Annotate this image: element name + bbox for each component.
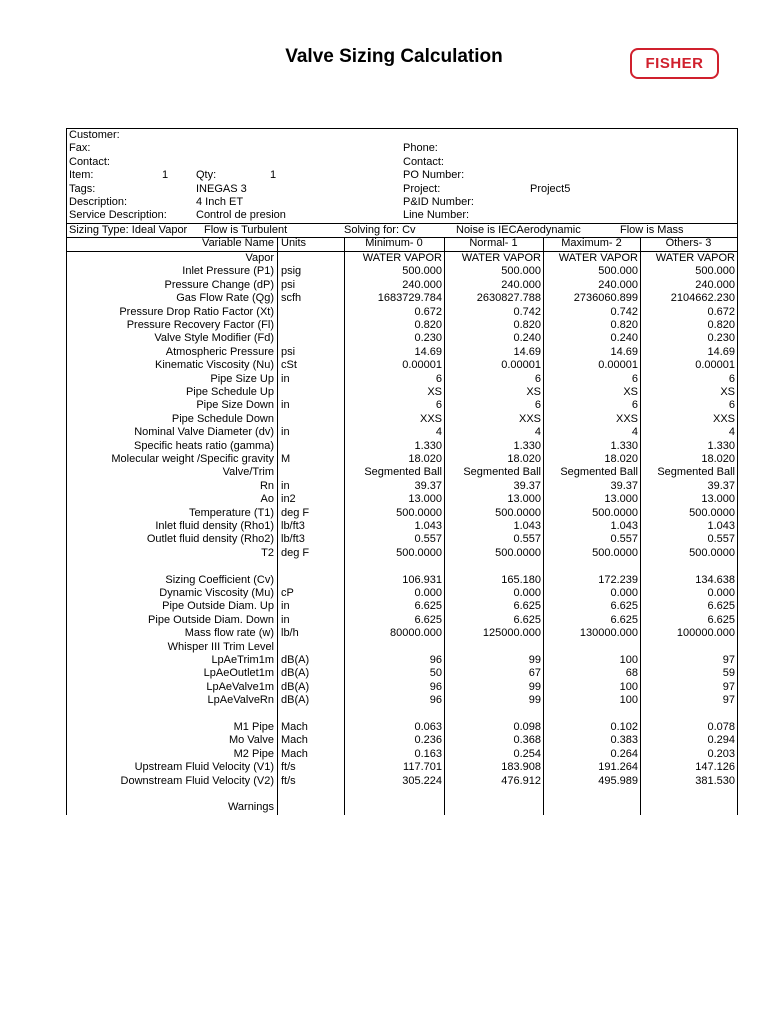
value-cell: 0.000 xyxy=(513,587,541,599)
value-cell: 117.701 xyxy=(403,761,442,774)
value-cell: 0.102 xyxy=(610,721,638,733)
variable-name: Atmospheric Pressure xyxy=(165,345,274,358)
unit: dB(A) xyxy=(281,694,310,707)
value-cell: 0.742 xyxy=(610,305,638,318)
variable-name: Pipe Size Up xyxy=(210,372,274,385)
value-cell: 1.043 xyxy=(707,520,735,532)
value-cell: 240.000 xyxy=(598,278,638,291)
unit: in xyxy=(281,479,290,492)
item-value: 1 xyxy=(162,169,169,182)
variable-name: Rn xyxy=(259,479,274,492)
unit: dB(A) xyxy=(281,667,310,680)
unit: cP xyxy=(281,587,294,599)
qty-label: Qty: xyxy=(196,169,217,182)
flow-turbulent: Flow is Turbulent xyxy=(204,224,288,236)
col-header-maximum: Maximum- 2 xyxy=(561,237,622,249)
unit: dB(A) xyxy=(281,680,310,693)
value-cell: 500.000 xyxy=(598,265,638,278)
value-cell: 99 xyxy=(528,694,541,707)
variable-name: Pressure Drop Ratio Factor (Xt) xyxy=(119,305,274,318)
value-cell: 125000.000 xyxy=(482,627,541,640)
service-value: Control de presion xyxy=(196,209,286,222)
value-cell: 0.000 xyxy=(414,587,442,599)
units-header: Units xyxy=(281,237,307,249)
value-cell: 6.625 xyxy=(414,600,442,613)
variable-name: LpAeValve1m xyxy=(206,680,274,693)
variable-name: Gas Flow Rate (Qg) xyxy=(176,292,274,305)
contact2-label: Contact: xyxy=(403,155,444,168)
variable-name: Upstream Fluid Velocity (V1) xyxy=(134,761,274,774)
project-value: Project5 xyxy=(530,182,571,195)
value-cell: 1.043 xyxy=(414,520,442,532)
variable-name: Mo Valve xyxy=(228,734,274,747)
variable-name: Kinematic Viscosity (Nu) xyxy=(155,359,274,372)
value-cell: XS xyxy=(526,386,541,398)
unit: scfh xyxy=(281,292,302,305)
unit: deg F xyxy=(281,506,310,519)
value-cell: 6 xyxy=(534,372,541,385)
value-cell: XS xyxy=(720,386,735,398)
value-cell: 1683729.784 xyxy=(377,292,442,305)
value-cell: 2630827.788 xyxy=(476,292,541,305)
value-cell: 0.00001 xyxy=(402,359,442,372)
value-cell: 0.00001 xyxy=(501,359,541,372)
variable-name: Pressure Recovery Factor (Fl) xyxy=(126,319,274,331)
value-cell: 130000.000 xyxy=(579,627,638,640)
variable-name: Specific heats ratio (gamma) xyxy=(134,439,274,452)
variable-name: Outlet fluid density (Rho2) xyxy=(146,533,274,546)
variable-name: Pipe Outside Diam. Down xyxy=(148,613,274,626)
value-cell: 1.043 xyxy=(610,520,638,532)
value-cell: XXS xyxy=(419,412,442,425)
unit: in xyxy=(281,399,290,412)
unit: in xyxy=(281,426,290,439)
value-cell: 165.180 xyxy=(501,573,541,586)
value-cell: 147.126 xyxy=(695,761,735,774)
value-cell: Segmented Ball xyxy=(657,466,735,479)
value-cell: 13.000 xyxy=(701,493,735,506)
value-cell: 6.625 xyxy=(414,613,442,626)
variable-name: Valve/Trim xyxy=(222,466,274,479)
value-cell: 13.000 xyxy=(507,493,541,506)
value-cell: 100 xyxy=(619,694,638,707)
description-label: Description: xyxy=(69,196,128,208)
value-cell: 1.330 xyxy=(610,439,638,452)
value-cell: 0.557 xyxy=(513,533,541,546)
value-cell: 6.625 xyxy=(707,600,735,613)
unit: in2 xyxy=(281,493,296,506)
value-cell: 305.224 xyxy=(402,774,442,787)
value-cell: 1.330 xyxy=(707,439,735,452)
value-cell: 0.742 xyxy=(513,305,541,318)
value-cell: 0.203 xyxy=(707,747,735,760)
unit: lb/h xyxy=(281,627,299,640)
value-cell: 0.294 xyxy=(707,734,735,747)
unit: psi xyxy=(281,345,296,358)
value-cell: 97 xyxy=(722,694,735,707)
value-cell: 0.063 xyxy=(414,721,442,733)
value-cell: 18.020 xyxy=(604,453,638,465)
variable-name: Whisper III Trim Level xyxy=(167,640,274,653)
sizing-form xyxy=(66,128,738,815)
value-cell: 0.383 xyxy=(610,734,638,747)
variable-name: Sizing Coefficient (Cv) xyxy=(165,573,274,586)
value-cell: 6 xyxy=(435,372,442,385)
unit: dB(A) xyxy=(281,654,310,666)
value-cell: 6.625 xyxy=(513,613,541,626)
value-cell: XS xyxy=(623,386,638,398)
logo-text: FISHER xyxy=(645,55,704,72)
value-cell: 59 xyxy=(722,667,735,680)
value-cell: 172.239 xyxy=(598,573,638,586)
unit: ft/s xyxy=(281,774,296,787)
value-cell: 0.254 xyxy=(513,747,541,760)
value-cell: 67 xyxy=(528,667,541,680)
value-cell: 0.820 xyxy=(414,319,442,331)
value-cell: 6 xyxy=(631,399,638,412)
unit: cSt xyxy=(281,359,297,372)
value-cell: 0.00001 xyxy=(598,359,638,372)
variable-name: Ao xyxy=(260,493,274,506)
value-cell: XXS xyxy=(615,412,638,425)
value-cell: 500.0000 xyxy=(592,506,638,519)
tags-label: Tags: xyxy=(69,182,96,195)
variable-name: M1 Pipe xyxy=(233,721,274,733)
value-cell: 39.37 xyxy=(414,479,442,492)
value-cell: 500.0000 xyxy=(689,506,735,519)
fisher-logo xyxy=(630,48,719,79)
value-cell: 0.163 xyxy=(414,747,442,760)
value-cell: 6.625 xyxy=(610,613,638,626)
col-header-normal: Normal- 1 xyxy=(469,237,518,249)
value-cell: 4 xyxy=(435,426,442,439)
value-cell: 500.000 xyxy=(402,265,442,278)
value-cell: 4 xyxy=(631,426,638,439)
value-cell: 0.000 xyxy=(707,587,735,599)
unit: in xyxy=(281,613,290,626)
po-label: PO Number: xyxy=(403,169,465,182)
value-cell: 39.37 xyxy=(513,479,541,492)
value-cell: 1.330 xyxy=(513,439,541,452)
value-cell: 0.368 xyxy=(513,734,541,747)
value-cell: 183.908 xyxy=(501,761,541,774)
variable-name: Dynamic Viscosity (Mu) xyxy=(159,587,274,599)
value-cell: 0.557 xyxy=(610,533,638,546)
value-cell: 500.0000 xyxy=(592,546,638,559)
variable-name: Pipe Size Down xyxy=(196,399,274,412)
col-divider xyxy=(277,237,278,815)
value-cell: 14.69 xyxy=(610,345,638,358)
value-cell: WATER VAPOR xyxy=(461,252,541,264)
value-cell: 500.000 xyxy=(695,265,735,278)
unit: ft/s xyxy=(281,761,296,774)
value-cell: 96 xyxy=(429,680,442,693)
value-cell: Segmented Ball xyxy=(364,466,442,479)
variable-name: Molecular weight /Specific gravity xyxy=(111,453,274,465)
value-cell: 18.020 xyxy=(701,453,735,465)
project-label: Project: xyxy=(403,182,441,195)
value-cell: 0.264 xyxy=(610,747,638,760)
variable-name: M2 Pipe xyxy=(233,747,274,760)
unit: Mach xyxy=(281,734,308,747)
value-cell: 240.000 xyxy=(402,278,442,291)
variable-name-header: Variable Name xyxy=(202,237,274,249)
value-cell: 4 xyxy=(534,426,541,439)
value-cell: 0.00001 xyxy=(695,359,735,372)
variable-name: LpAeOutlet1m xyxy=(203,667,274,680)
variable-name: LpAeTrim1m xyxy=(211,654,274,666)
value-cell: 39.37 xyxy=(707,479,735,492)
value-cell: 97 xyxy=(722,680,735,693)
value-cell: 134.638 xyxy=(695,573,735,586)
value-cell: 6.625 xyxy=(513,600,541,613)
value-cell: 6.625 xyxy=(707,613,735,626)
value-cell: 80000.000 xyxy=(390,627,442,640)
unit: M xyxy=(281,453,291,465)
value-cell: 99 xyxy=(528,654,541,666)
value-cell: 97 xyxy=(722,654,735,666)
value-cell: WATER VAPOR xyxy=(362,252,442,264)
value-cell: 68 xyxy=(625,667,638,680)
value-cell: 0.820 xyxy=(513,319,541,331)
phone-label: Phone: xyxy=(403,142,438,155)
value-cell: 2736060.899 xyxy=(573,292,638,305)
value-cell: Segmented Ball xyxy=(560,466,638,479)
tags-value: INEGAS 3 xyxy=(196,182,247,195)
value-cell: 14.69 xyxy=(707,345,735,358)
value-cell: 39.37 xyxy=(610,479,638,492)
value-cell: 100 xyxy=(619,680,638,693)
value-cell: 6.625 xyxy=(610,600,638,613)
solving-for: Solving for: Cv xyxy=(344,224,416,236)
value-cell: 495.989 xyxy=(598,774,638,787)
value-cell: 191.264 xyxy=(598,761,638,774)
value-cell: 0.672 xyxy=(707,305,735,318)
fax-label: Fax: xyxy=(69,142,91,155)
unit: lb/ft3 xyxy=(281,533,305,546)
variable-name: T2 xyxy=(261,546,274,559)
variable-name: Valve Style Modifier (Fd) xyxy=(154,332,274,345)
value-cell: 0.240 xyxy=(513,332,541,345)
customer-label: Customer: xyxy=(69,129,120,141)
variable-name: Vapor xyxy=(245,252,274,264)
unit: Mach xyxy=(281,721,308,733)
value-cell: 1.043 xyxy=(513,520,541,532)
value-cell: 18.020 xyxy=(408,453,442,465)
variable-name: Inlet Pressure (P1) xyxy=(182,265,274,278)
value-cell: 0.820 xyxy=(610,319,638,331)
contact-label: Contact: xyxy=(69,155,110,168)
value-cell: 100000.000 xyxy=(676,627,735,640)
value-cell: 1.330 xyxy=(414,439,442,452)
value-cell: XXS xyxy=(712,412,735,425)
value-cell: 14.69 xyxy=(414,345,442,358)
value-cell: 13.000 xyxy=(604,493,638,506)
service-label: Service Description: xyxy=(69,209,167,222)
line-label: Line Number: xyxy=(403,209,470,222)
value-cell: 0.240 xyxy=(610,332,638,345)
value-cell: 99 xyxy=(528,680,541,693)
unit: in xyxy=(281,600,290,613)
value-cell: 240.000 xyxy=(695,278,735,291)
value-cell: 500.0000 xyxy=(396,506,442,519)
description-value: 4 Inch ET xyxy=(196,196,244,208)
value-cell: 6 xyxy=(631,372,638,385)
value-cell: 13.000 xyxy=(408,493,442,506)
value-cell: 0.236 xyxy=(414,734,442,747)
value-cell: Segmented Ball xyxy=(463,466,541,479)
value-cell: 500.0000 xyxy=(495,506,541,519)
value-cell: 18.020 xyxy=(507,453,541,465)
variable-name: Temperature (T1) xyxy=(189,506,274,519)
value-cell: 6 xyxy=(728,399,735,412)
variable-name: LpAeValveRn xyxy=(207,694,274,707)
flow-mass: Flow is Mass xyxy=(620,224,684,236)
value-cell: 0.557 xyxy=(707,533,735,546)
value-cell: 240.000 xyxy=(501,278,541,291)
value-cell: XS xyxy=(427,386,442,398)
value-cell: 381.530 xyxy=(695,774,735,787)
value-cell: 96 xyxy=(429,694,442,707)
value-cell: 476.912 xyxy=(501,774,541,787)
value-cell: 0.078 xyxy=(707,721,735,733)
value-cell: 500.0000 xyxy=(396,546,442,559)
value-cell: 0.820 xyxy=(707,319,735,331)
variable-name: Pressure Change (dP) xyxy=(164,278,274,291)
unit: in xyxy=(281,372,290,385)
item-label: Item: xyxy=(69,169,94,182)
col-header-others: Others- 3 xyxy=(665,237,712,249)
variable-name: Inlet fluid density (Rho1) xyxy=(155,520,274,532)
value-cell: WATER VAPOR xyxy=(655,252,735,264)
variable-name: Pipe Schedule Down xyxy=(171,412,274,425)
variable-name: Nominal Valve Diameter (dv) xyxy=(134,426,274,439)
value-cell: 500.0000 xyxy=(689,546,735,559)
value-cell: 0.230 xyxy=(414,332,442,345)
page-title: Valve Sizing Calculation xyxy=(285,46,503,67)
qty-value: 1 xyxy=(270,169,277,182)
pid-label: P&ID Number: xyxy=(403,196,474,208)
value-cell: 500.000 xyxy=(501,265,541,278)
value-cell: 6 xyxy=(728,372,735,385)
value-cell: 96 xyxy=(429,654,442,666)
value-cell: 106.931 xyxy=(402,573,442,586)
unit: psig xyxy=(281,265,302,278)
value-cell: 4 xyxy=(728,426,735,439)
value-cell: 0.672 xyxy=(414,305,442,318)
sizing-type: Sizing Type: Ideal Vapor xyxy=(69,224,188,236)
variable-name: Pipe Outside Diam. Up xyxy=(162,600,274,613)
value-cell: 0.230 xyxy=(707,332,735,345)
value-cell: 6 xyxy=(534,399,541,412)
unit: psi xyxy=(281,278,296,291)
value-cell: WATER VAPOR xyxy=(558,252,638,264)
variable-name: Pipe Schedule Up xyxy=(185,386,274,398)
value-cell: 500.0000 xyxy=(495,546,541,559)
value-cell: XXS xyxy=(518,412,541,425)
value-cell: 6 xyxy=(435,399,442,412)
unit: deg F xyxy=(281,546,310,559)
noise-method: Noise is IECAerodynamic xyxy=(456,224,581,236)
unit: lb/ft3 xyxy=(281,520,305,532)
variable-name: Warnings xyxy=(227,801,274,814)
col-header-minimum: Minimum- 0 xyxy=(365,237,423,249)
value-cell: 0.098 xyxy=(513,721,541,733)
value-cell: 2104662.230 xyxy=(670,292,735,305)
value-cell: 0.000 xyxy=(610,587,638,599)
variable-name: Downstream Fluid Velocity (V2) xyxy=(120,774,274,787)
unit: Mach xyxy=(281,747,308,760)
value-cell: 14.69 xyxy=(513,345,541,358)
value-cell: 50 xyxy=(429,667,442,680)
value-cell: 0.557 xyxy=(414,533,442,546)
value-cell: 100 xyxy=(619,654,638,666)
variable-name: Mass flow rate (w) xyxy=(184,627,274,640)
